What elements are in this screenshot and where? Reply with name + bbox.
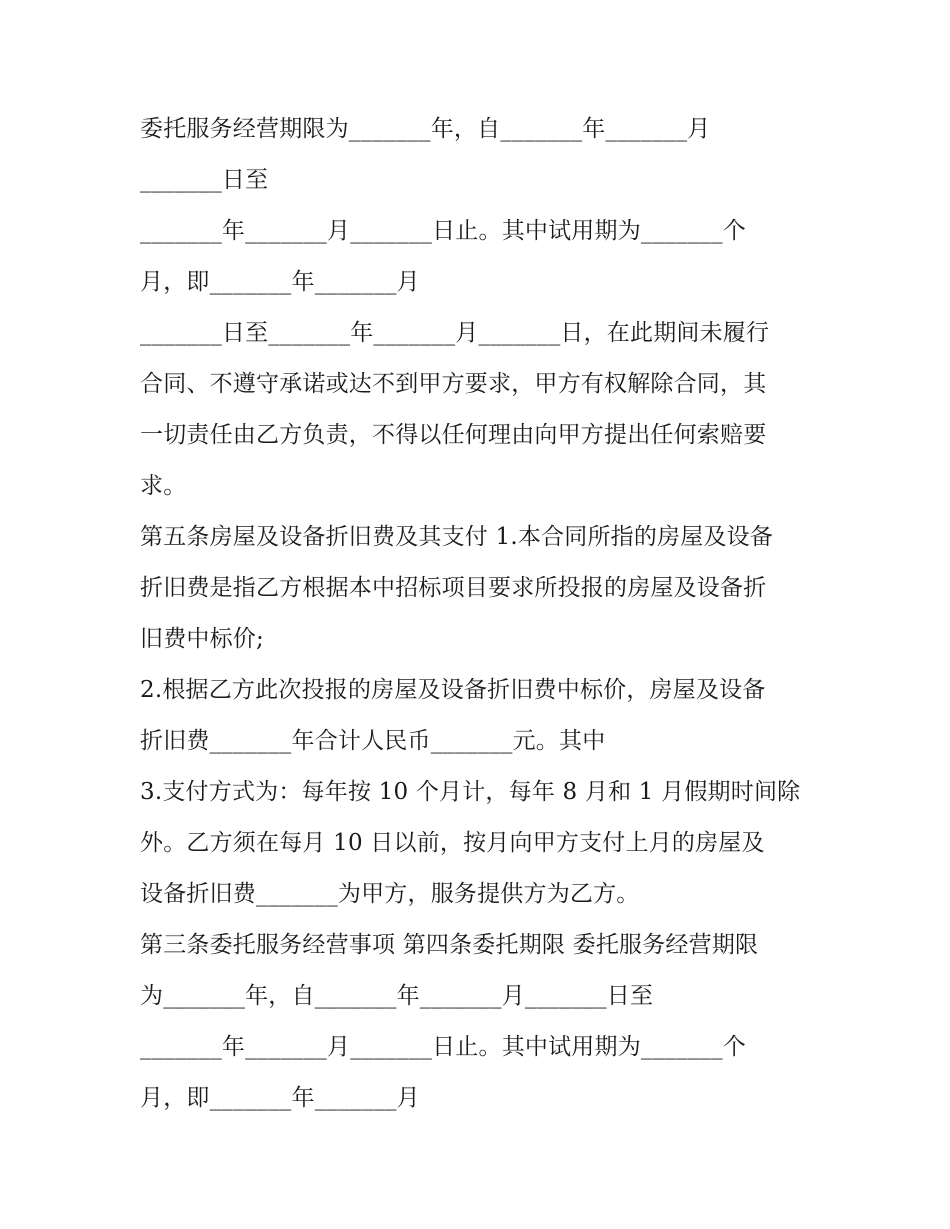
text-line: 旧费中标价; xyxy=(140,626,264,652)
text-line: _______日至 xyxy=(140,167,269,193)
text-line: 折旧费_______年合计人民币_______元。其中 xyxy=(140,728,606,754)
text-line: _______年_______月_______日止。其中试用期为_______个 xyxy=(140,1034,746,1060)
text-line: 2.根据乙方此次投报的房屋及设备折旧费中标价，房屋及设备 xyxy=(140,677,766,703)
text-line: _______年_______月_______日止。其中试用期为_______个 xyxy=(140,218,746,244)
text-line: 月，即_______年_______月 xyxy=(140,269,420,295)
text-line: 求。 xyxy=(140,473,187,499)
text-line: 3.支付方式为：每年按 10 个月计，每年 8 月和 1 月假期时间除 xyxy=(140,779,801,805)
text-line: 外。乙方须在每月 10 日以前，按月向甲方支付上月的房屋及 xyxy=(140,830,765,856)
text-line: _______日至_______年_______月_______日，在此期间未履行 xyxy=(140,320,770,346)
text-line: 折旧费是指乙方根据本中招标项目要求所投报的房屋及设备折 xyxy=(140,575,767,601)
text-line: 第三条委托服务经营事项 第四条委托期限 委托服务经营期限 xyxy=(140,932,759,958)
text-line: 为_______年，自_______年_______月_______日至 xyxy=(140,983,654,1009)
text-line: 第五条房屋及设备折旧费及其支付 1.本合同所指的房屋及设备 xyxy=(140,524,774,550)
contract-text xyxy=(140,104,830,1124)
text-line: 一切责任由乙方负责，不得以任何理由向甲方提出任何索赔要 xyxy=(140,422,767,448)
text-line: 合同、不遵守承诺或达不到甲方要求，甲方有权解除合同，其 xyxy=(140,371,767,397)
text-line: 委托服务经营期限为_______年，自_______年_______月 xyxy=(140,116,711,142)
text-line: 月，即_______年_______月 xyxy=(140,1085,420,1111)
text-line: 设备折旧费_______为甲方，服务提供方为乙方。 xyxy=(140,881,640,907)
